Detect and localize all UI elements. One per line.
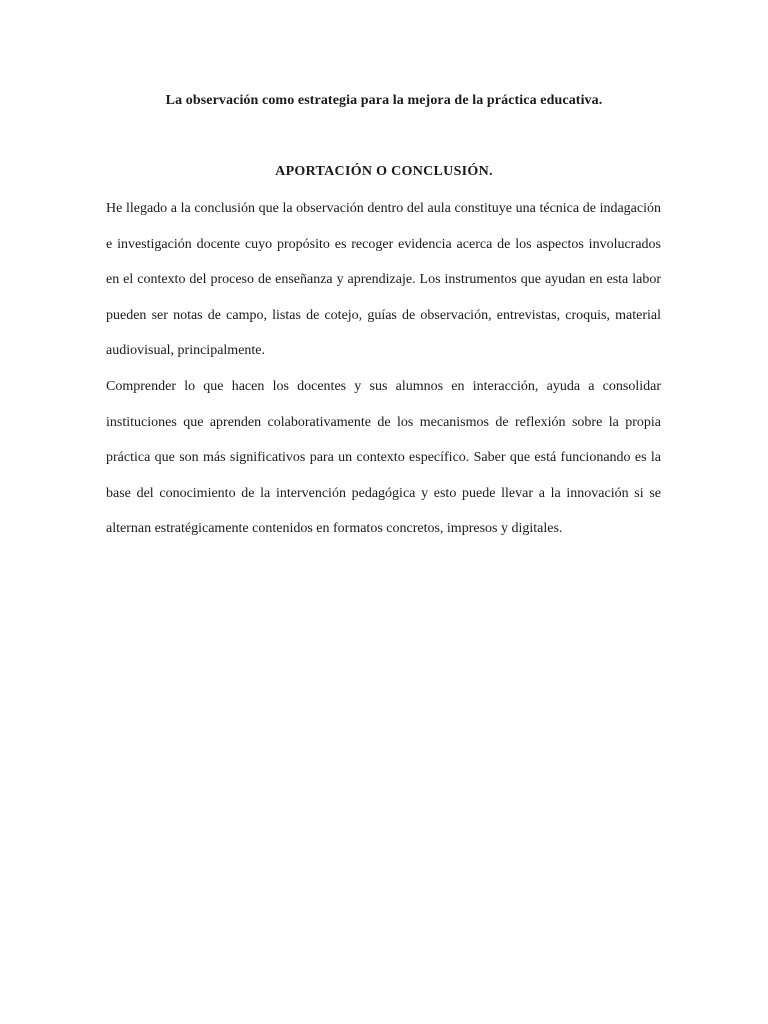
paragraph-conclusion: He llegado a la conclusión que la observación dentro del aula constituye una técnica de indagación e investigación docente cuyo propósito es recoger evidencia acerca de los aspectos involucrados en el contexto del proceso de enseñanza y aprendizaje. Los instrumentos que ayudan en esta labor pueden ser notas de campo, listas de cotejo, guías de observación, entrevistas, croquis, material audiovisual, principalmente. bbox=[106, 201, 661, 359]
section-heading: APORTACIÓN O CONCLUSIÓN. bbox=[275, 164, 493, 179]
document-title: La observación como estrategia para la mejora de la práctica educativa. bbox=[165, 93, 603, 108]
paragraph-comprehension: Comprender lo que hacen los docentes y sus alumnos en interacción, ayuda a consolidar instituciones que aprenden colaborativamente de los mecanismos de reflexión sobre la propia práctica que son más significativos para un contexto específico. Saber que está funcionando es la base del conocimiento de la intervención pedagógica y esto puede llevar a la innovación si se alternan estratégicamente contenidos en formatos concretos, impresos y digitales. bbox=[106, 379, 661, 537]
